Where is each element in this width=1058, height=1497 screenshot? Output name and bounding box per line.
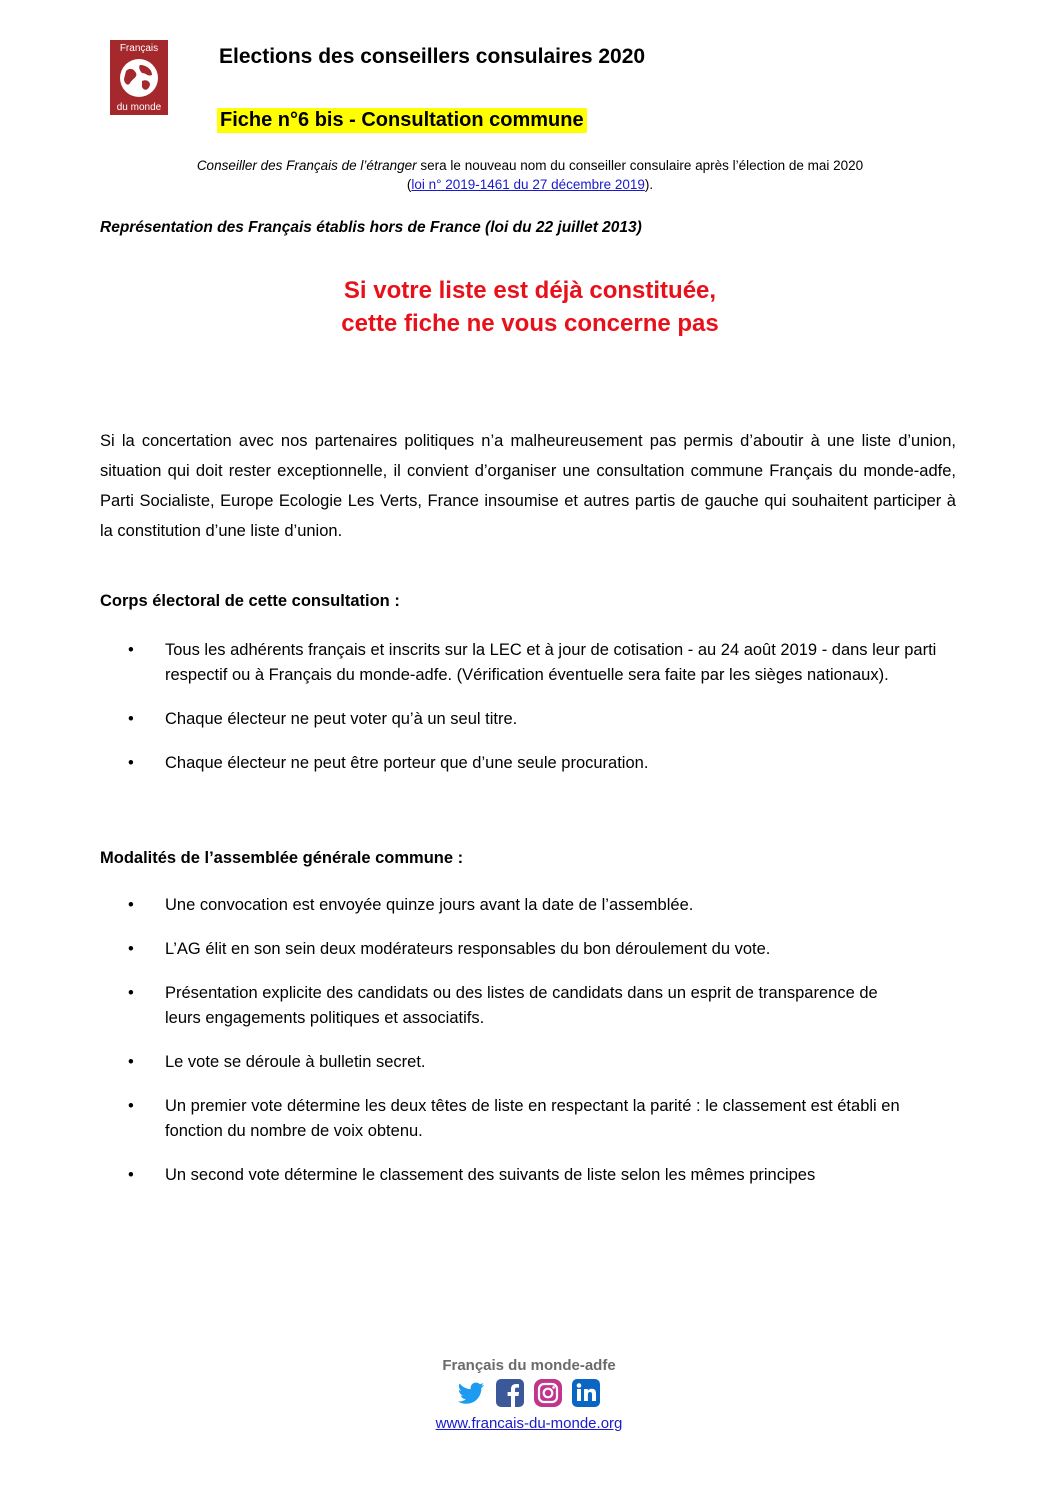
logo xyxy=(110,40,168,115)
list-item-text: Tous les adhérents français et inscrits sur la LEC et à jour de cotisation - au 24 août 2019 - dans leur parti respectif ou à Français du monde-adfe. (Vérification éventuelle sera faite par les sièges nationaux). xyxy=(165,641,937,684)
fiche-label: Fiche n°6 bis - Consultation commune xyxy=(217,108,587,133)
list-item-text: Chaque électeur ne peut voter qu’à un seul titre. xyxy=(165,710,518,728)
bullet-icon: • xyxy=(128,1053,134,1071)
bullet-icon: • xyxy=(128,1097,134,1115)
list-item xyxy=(100,707,960,732)
linkedin-icon[interactable] xyxy=(571,1378,601,1408)
facebook-icon[interactable] xyxy=(495,1378,525,1408)
footer xyxy=(0,1357,1058,1432)
website-link[interactable]: www.francais-du-monde.org xyxy=(435,1415,623,1432)
note-italic: Conseiller des Français de l’étranger xyxy=(196,158,417,173)
bullet-icon: • xyxy=(128,710,134,728)
footer-org: Français du monde-adfe xyxy=(442,1357,616,1374)
bullet-icon: • xyxy=(128,754,134,772)
list-item-text: Chaque électeur ne peut être porteur que d’une seule procuration. xyxy=(165,754,649,772)
list-item xyxy=(100,1094,960,1144)
section-heading-assembly: Modalités de l’assemblée générale commune : xyxy=(100,849,464,867)
globe-icon xyxy=(118,57,160,99)
list-item-text: Un second vote détermine le classement des suivants de liste selon les mêmes principes xyxy=(165,1166,816,1184)
note-text: sera le nouveau nom du conseiller consulaire après l’élection de mai 2020 xyxy=(416,158,864,173)
section-heading-electorate: Corps électoral de cette consultation : xyxy=(100,592,400,610)
electorate-list xyxy=(100,638,960,776)
bullet-icon: • xyxy=(128,896,134,914)
bullet-icon: • xyxy=(128,984,134,1002)
list-item xyxy=(100,937,960,962)
intro-paragraph: Si la concertation avec nos partenaires politiques n’a malheureusement pas permis d’aboutir à une liste d’union, situation qui doit rester exceptionnelle, il convient d’organiser une consultation commune Français du monde-adfe, Parti Socialiste, Europe Ecologie Les Verts, France insoumise et autres partis de gauche qui souhaitent participer à la constitution d’une liste d’union. xyxy=(100,432,956,540)
list-item xyxy=(100,751,960,776)
note-paren-open: ( xyxy=(406,177,412,192)
subtitle: Représentation des Français établis hors de France (loi du 22 juillet 2013) xyxy=(100,219,642,236)
name-change-note xyxy=(100,156,960,194)
law-link[interactable]: loi n° 2019-1461 du 27 décembre 2019 xyxy=(411,177,645,192)
list-item-text: Le vote se déroule à bulletin secret. xyxy=(165,1053,426,1071)
note-paren-close: ). xyxy=(644,177,654,192)
bullet-icon: • xyxy=(128,940,134,958)
bullet-icon: • xyxy=(128,1166,134,1184)
list-item-text: Une convocation est envoyée quinze jours avant la date de l’assemblée. xyxy=(165,896,694,914)
assembly-list xyxy=(100,893,960,1188)
warning-line-1: Si votre liste est déjà constituée, xyxy=(343,277,717,304)
warning-banner xyxy=(100,274,960,340)
social-links xyxy=(457,1378,601,1408)
bullet-icon: • xyxy=(128,641,134,659)
list-item xyxy=(100,893,960,918)
list-item-text: Un premier vote détermine les deux têtes de liste en respectant la parité : le classement est établi en fonction du nombre de voix obtenu. xyxy=(165,1097,900,1140)
logo-text-bottom: du monde xyxy=(116,102,162,113)
warning-line-2: cette fiche ne vous concerne pas xyxy=(341,310,719,337)
list-item-text: Présentation explicite des candidats ou des listes de candidats dans un esprit de transparence de leurs engagements politiques et associatifs. xyxy=(165,984,878,1027)
list-item xyxy=(100,1163,960,1188)
list-item-text: L’AG élit en son sein deux modérateurs responsables du bon déroulement du vote. xyxy=(165,940,771,958)
twitter-icon[interactable] xyxy=(457,1378,487,1408)
document-title: Elections des conseillers consulaires 2020 xyxy=(219,45,646,68)
instagram-icon[interactable] xyxy=(533,1378,563,1408)
list-item xyxy=(100,1050,960,1075)
logo-text-top: Français xyxy=(119,43,159,54)
list-item xyxy=(100,638,960,688)
list-item xyxy=(100,981,960,1031)
